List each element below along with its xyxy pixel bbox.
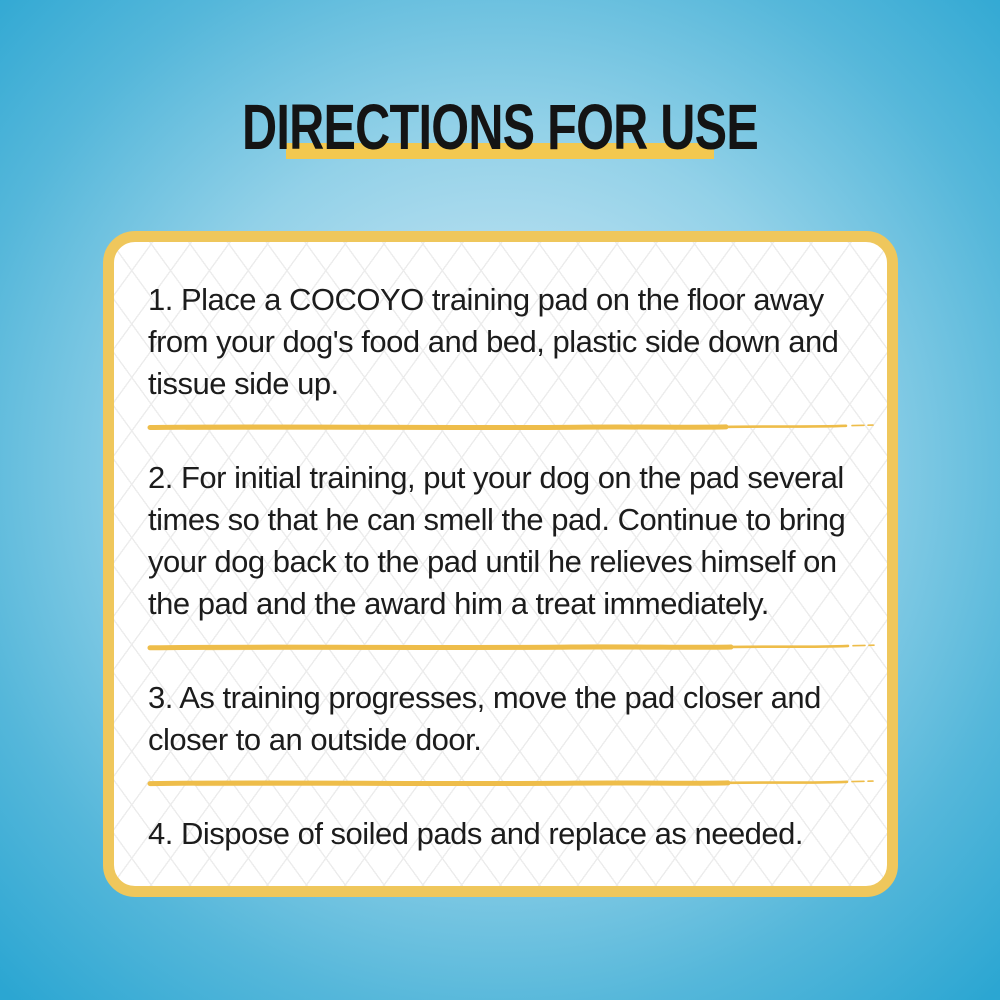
step-2-line-2: times so that he can smell the pad. Continue to bring: [148, 502, 846, 537]
step-4-line-1: 4. Dispose of soiled pads and replace as needed.: [148, 816, 804, 851]
page-title: DIRECTIONS FOR USE: [242, 91, 758, 163]
direction-step-2: [148, 457, 857, 625]
title-block: [0, 91, 1000, 163]
step-1-line-2: from your dog's food and bed, plastic side down and: [148, 324, 839, 359]
directions-card: [103, 231, 898, 897]
step-2-line-1: 2. For initial training, put your dog on the pad several: [148, 460, 844, 495]
brush-stroke-divider: [146, 421, 876, 433]
step-2-line-3: your dog back to the pad until he relieves himself on: [148, 544, 837, 579]
step-1-line-1: 1. Place a COCOYO training pad on the floor away: [148, 282, 824, 317]
brush-stroke-divider: [146, 641, 876, 653]
step-1-line-3: tissue side up.: [148, 366, 339, 401]
step-3-line-1: 3. As training progresses, move the pad closer and: [148, 680, 821, 715]
direction-step-4: [148, 813, 857, 855]
step-2-line-4: the pad and the award him a treat immediately.: [148, 586, 769, 621]
brush-stroke-divider: [146, 777, 876, 789]
direction-step-3: [148, 677, 857, 761]
step-3-line-2: closer to an outside door.: [148, 722, 482, 757]
direction-step-1: [148, 279, 857, 405]
